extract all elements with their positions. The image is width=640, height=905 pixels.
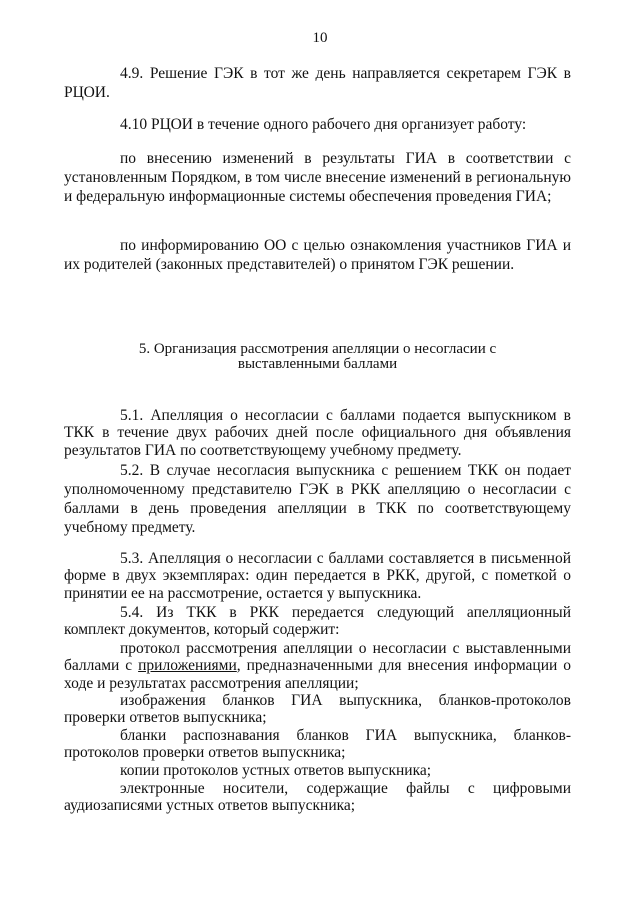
section-5-heading (64, 342, 571, 372)
section-5-heading-line-2: выставленными баллами (237, 356, 398, 372)
paragraph-5-1: 5.1. Апелляция о несогласии с баллами подается выпускником в ТКК в течение двух рабочих дней после официального дня объявления результатов ГИА по соответствующему учебному предмету. (64, 407, 571, 459)
attachments-link[interactable]: приложениями (138, 657, 237, 675)
paragraph-5-3: 5.3. Апелляция о несогласии с баллами составляется в письменной форме в двух экземплярах: один передается в РКК, другой, с пометкой о принятии ее на рассмотрение, остается у выпускника. (64, 550, 571, 602)
page-number: 10 (312, 30, 328, 46)
paragraph-4-10-item-a: по внесению изменений в результаты ГИА в соответствии с установленным Порядком, в том числе внесение изменений в региональную и федеральную информационные системы обеспечения проведения ГИА; (64, 150, 571, 205)
list-item-oral-protocol-copies: копии протоколов устных ответов выпускника; (120, 762, 432, 779)
section-5-heading-line-1: 5. Организация рассмотрения апелляции о несогласии с (138, 341, 497, 357)
paragraph-5-4: 5.4. Из ТКК в РКК передается следующий апелляционный комплект документов, который содержит: (64, 604, 571, 639)
list-item-protocol-text-end: , предназначенными для внесения информации о ходе и результатах рассмотрения апелляции; (64, 657, 571, 692)
paragraph-4-10-item-b: по информированию ОО с целью ознакомления участников ГИА и их родителей (законных представителей) о принятом ГЭК решении. (64, 237, 571, 273)
list-item-recognition-blanks: бланки распознавания бланков ГИА выпускника, бланков-протоколов проверки ответов выпускника; (64, 727, 571, 762)
paragraph-4-10: 4.10 РЦОИ в течение одного рабочего дня организует работу: (120, 116, 527, 133)
list-item-blank-images: изображения бланков ГИА выпускника, бланков-протоколов проверки ответов выпускника; (64, 692, 571, 727)
list-item-protocol (64, 640, 571, 692)
list-item-protocol-text-start: протокол рассмотрения апелляции о несогласии с выставленными баллами с (64, 640, 571, 675)
paragraph-4-9: 4.9. Решение ГЭК в тот же день направляется секретарем ГЭК в РЦОИ. (64, 65, 571, 101)
paragraph-5-2: 5.2. В случае несогласия выпускника с решением ТКК он подает уполномоченному представителю ГЭК в РКК апелляцию о несогласии с баллами в день проведения апелляции в ТКК по соответствующему учебному предмету. (64, 462, 571, 536)
list-item-electronic-media: электронные носители, содержащие файлы с цифровыми аудиозаписями устных ответов выпускника; (64, 780, 571, 815)
